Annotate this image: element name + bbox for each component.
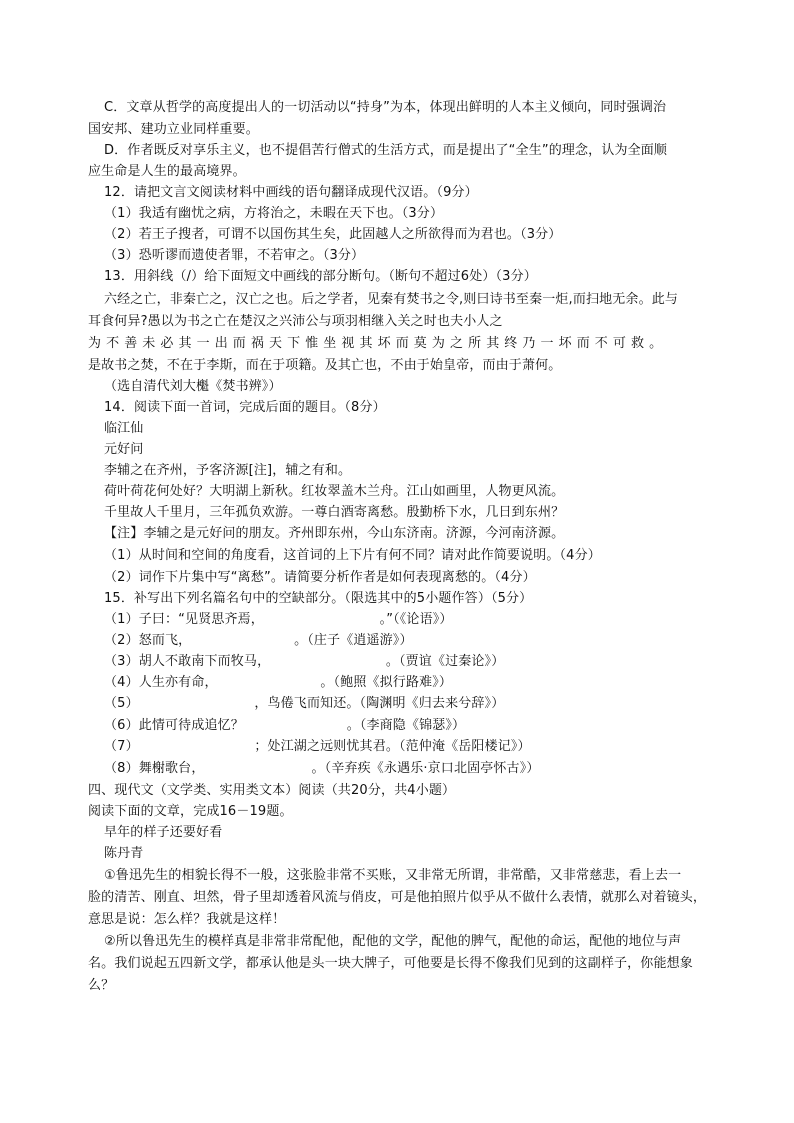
passage-13-source: （选自清代刘大櫆《焚书辨》） [104,379,282,394]
question-15: 15．补写出下列名篇名句中的空缺部分。（限选其中的5小题作答）（5分） [104,591,533,606]
question-15-item-4: （4）人生亦有命， 。（鲍照《拟行路难》） [104,675,453,690]
question-13: 13．用斜线（/）给下面短文中画线的部分断句。（断句不超过6处）（3分） [104,269,537,284]
passage-13-line-2: 耳食何异?愚以为书之亡在楚汉之兴沛公与项羽相继入关之时也夫小人之 [88,314,503,329]
poem-note: 【注】李辅之是元好问的朋友。齐州即东州，今山东济南。济源，今河南济源。 [104,526,565,541]
question-15-item-7: （7） ；处江湖之远则忧其君。（范仲淹《岳阳楼记》） [104,739,531,754]
article-para-1-line-3: 意思是说：怎么样？我就是这样！ [88,912,286,927]
question-14-item-1: （1）从时间和空间的角度看，这首词的上下片有何不同？请对此作简要说明。（4分） [104,548,601,563]
option-c-line-1: C．文章从哲学的高度提出人的一切活动以“持身”为本，体现出鲜明的人本主义倾向，同时强调治 [104,100,667,115]
question-15-item-6: （6）此情可待成追忆？ 。（李商隐《锦瑟》） [104,718,466,733]
article-author: 陈丹青 [104,846,144,861]
option-d-line-2: 应生命是人生的最高境界。 [88,164,246,179]
question-15-item-1: （1）子曰：“见贤思齐焉， 。”（《论语》） [104,612,453,627]
article-para-2-line-1: ②所以鲁迅先生的模样真是非常非常配他，配他的文学，配他的脾气，配他的命运，配他的地位与声 [104,934,682,949]
article-title: 早年的样子还要好看 [104,825,223,840]
question-15-item-5: （5） ，鸟倦飞而知还。（陶渊明《归去来兮辞》） [104,696,505,711]
poem-author: 元好问 [104,442,144,457]
question-12-item-2: （2）若王子搜者，可谓不以国伤其生矣，此固越人之所欲得而为君也。（3分） [104,227,562,242]
question-12-item-1: （1）我适有幽忧之病，方将治之，未暇在天下也。（3分） [104,206,444,221]
poem-title: 临江仙 [104,421,144,436]
question-14: 14．阅读下面一首词，完成后面的题目。（8分） [104,400,386,415]
question-15-item-8: （8）舞榭歌台， 。（辛弃疾《永遇乐·京口北固亭怀古》） [104,761,540,776]
question-15-item-2: （2）怒而飞， 。（庄子《逍遥游》） [104,633,413,648]
passage-13-line-1: 六经之亡，非秦亡之，汉亡之也。后之学者，见秦有焚书之令,则曰诗书至秦一炬,而扫地无余。此与 [104,292,679,307]
poem-stanza-2: 千里故人千里月，三年孤负欢游。一尊白酒寄离愁。殷勤桥下水，几日到东州？ [104,505,565,520]
article-para-1-line-2: 脸的清苦、刚直、坦然，骨子里却透着风流与俏皮，可是他拍照片似乎从不做什么表情，就那么对着镜头， [88,890,707,905]
poem-stanza-1: 荷叶荷花何处好？大明湖上新秋。红妆翠盖木兰舟。江山如画里，人物更风流。 [104,484,565,499]
section-4-instruction: 阅读下面的文章，完成16－19题。 [88,804,293,819]
option-c-line-2: 国安邦、建功立业同样重要。 [88,122,259,137]
article-para-2-line-2: 名。我们说起五四新文学，都承认他是头一块大牌子，可他要是长得不像我们见到的这副样子，你能想象 [88,956,693,971]
passage-13-line-3: 为不善未必其一出而祸天下惟坐视其坏而莫为之所其终乃一坏而不可救。 [88,336,668,351]
option-d-line-1: D．作者既反对享乐主义，也不提倡苦行僧式的生活方式，而是提出了“全生”的理念，认为全面顺 [104,143,668,158]
article-para-2-line-3: 么？ [88,978,115,993]
section-4-heading: 四、现代文（文学类、实用类文本）阅读（共20分，共4小题） [88,783,456,798]
passage-13-line-4: 是故书之焚，不在于李斯，而在于项籍。及其亡也，不由于始皇帝，而由于萧何。 [88,358,562,373]
question-14-item-2: （2）词作下片集中写“离愁”。请简要分析作者是如何表现离愁的。（4分） [104,570,536,585]
article-para-1-line-1: ①鲁迅先生的相貌长得不一般，这张脸非常不买账，又非常无所谓，非常酷，又非常慈悲，看上去一 [104,868,682,883]
poem-preface: 李辅之在齐州，予客济源[注]，辅之有和。 [104,463,352,478]
question-15-item-3: （3）胡人不敢南下而牧马， 。（贾谊《过秦论》） [104,654,505,669]
question-12-item-3: （3）恐听谬而遗使者罪，不若审之。（3分） [104,248,365,263]
question-12: 12．请把文言文阅读材料中画线的语句翻译成现代汉语。（9分） [104,185,478,200]
